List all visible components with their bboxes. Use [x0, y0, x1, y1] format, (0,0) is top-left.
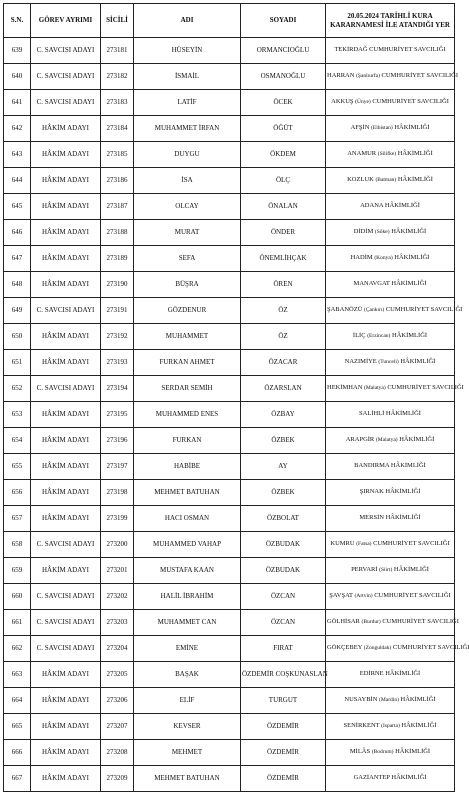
cell-soyadi: ÖLÇ: [241, 168, 326, 194]
cell-sicili: 273200: [101, 532, 134, 558]
header-adi: ADI: [134, 4, 241, 38]
table-row: [4, 90, 455, 116]
cell-soyadi: ÖZDEMİR: [241, 740, 326, 766]
table-row: [4, 610, 455, 636]
cell-soyadi: ORMANCIOĞLU: [241, 38, 326, 64]
table-row: [4, 766, 455, 792]
cell-atandigi-yer: [326, 168, 455, 194]
cell-soyadi: ÖNALAN: [241, 194, 326, 220]
cell-adi: MEHMET BATUHAN: [134, 766, 241, 792]
table-row: [4, 584, 455, 610]
cell-gorev-ayrimi: C. SAVCISI ADAYI: [31, 90, 101, 116]
province-note: (Siirt): [379, 567, 393, 574]
cell-sn: 640: [4, 64, 31, 90]
cell-adi: MUHAMMET: [134, 324, 241, 350]
cell-atandigi-yer: [326, 688, 455, 714]
cell-soyadi: ÖZBEK: [241, 428, 326, 454]
place-name: NUSAYBİN: [344, 696, 378, 704]
place-name: ADANA HÂKİMLİĞİ: [360, 202, 420, 210]
cell-sn: 642: [4, 116, 31, 142]
cell-gorev-ayrimi: HÂKİM ADAYI: [31, 168, 101, 194]
cell-gorev-ayrimi: HÂKİM ADAYI: [31, 766, 101, 792]
province-note: (Ünye): [355, 99, 371, 106]
place-name: AFŞİN: [350, 124, 370, 132]
header-row: [4, 4, 455, 38]
cell-atandigi-yer: [326, 740, 455, 766]
cell-sn: 655: [4, 454, 31, 480]
cell-gorev-ayrimi: HÂKİM ADAYI: [31, 350, 101, 376]
cell-sicili: 273206: [101, 688, 134, 714]
place-name: GÖKÇEBEY: [327, 644, 363, 652]
cell-sicili: 273182: [101, 64, 134, 90]
cell-atandigi-yer: [326, 714, 455, 740]
province-note: (Malatya): [375, 437, 398, 444]
cell-gorev-ayrimi: HÂKİM ADAYI: [31, 142, 101, 168]
cell-soyadi: OSMANOĞLU: [241, 64, 326, 90]
cell-sicili: 273197: [101, 454, 134, 480]
cell-sn: 660: [4, 584, 31, 610]
cell-adi: EMİNE: [134, 636, 241, 662]
cell-gorev-ayrimi: C. SAVCISI ADAYI: [31, 584, 101, 610]
place-name: KOZLUK: [347, 176, 374, 184]
province-note: (Mardin): [379, 697, 399, 704]
cell-soyadi: TURGUT: [241, 688, 326, 714]
table-row: [4, 506, 455, 532]
cell-sicili: 273191: [101, 298, 134, 324]
province-note: (Konya): [374, 255, 393, 262]
cell-gorev-ayrimi: C. SAVCISI ADAYI: [31, 64, 101, 90]
cell-gorev-ayrimi: C. SAVCISI ADAYI: [31, 376, 101, 402]
cell-atandigi-yer: [326, 766, 455, 792]
table-body: [4, 38, 469, 792]
cell-sn: 650: [4, 324, 31, 350]
cell-atandigi-yer: [326, 454, 455, 480]
province-note: (Silifke): [377, 151, 397, 158]
cell-sicili: 273187: [101, 194, 134, 220]
table-row: [4, 688, 455, 714]
office-type: HÂKİMLİĞİ: [397, 176, 433, 184]
cell-atandigi-yer: [326, 662, 455, 688]
place-name: TEKİRDAĞ CUMHURİYET SAVCILIĞI: [334, 46, 446, 54]
table-header: [4, 4, 455, 38]
cell-gorev-ayrimi: C. SAVCISI ADAYI: [31, 610, 101, 636]
office-type: CUMHURİYET SAVCILIĞI: [381, 72, 459, 80]
place-name: NAZIMİYE: [344, 358, 377, 366]
cell-soyadi: ÖNDER: [241, 220, 326, 246]
cell-sn: 641: [4, 90, 31, 116]
table-row: [4, 714, 455, 740]
cell-atandigi-yer: [326, 532, 455, 558]
table-row: [4, 454, 455, 480]
cell-sn: 654: [4, 428, 31, 454]
cell-sicili: 273199: [101, 506, 134, 532]
cell-soyadi: ÖZ: [241, 324, 326, 350]
cell-adi: MUSTAFA KAAN: [134, 558, 241, 584]
cell-gorev-ayrimi: HÂKİM ADAYI: [31, 714, 101, 740]
office-type: HÂKİMLİĞİ: [394, 254, 430, 262]
header-sn: S.N.: [4, 4, 31, 38]
cell-sn: 646: [4, 220, 31, 246]
cell-soyadi: ÖZCAN: [241, 584, 326, 610]
cell-sicili: 273204: [101, 636, 134, 662]
office-type: CUMHURİYET SAVCILIĞI: [374, 592, 451, 600]
cell-sn: 653: [4, 402, 31, 428]
office-type: HÂKİMLİĞİ: [397, 150, 433, 158]
table-row: [4, 558, 455, 584]
table-row: [4, 194, 455, 220]
header-sicili: SİCİLİ: [101, 4, 134, 38]
cell-atandigi-yer: [326, 246, 455, 272]
place-name: KUMRU: [330, 540, 355, 548]
cell-sicili: 273205: [101, 662, 134, 688]
cell-atandigi-yer: [326, 90, 455, 116]
cell-atandigi-yer: [326, 272, 455, 298]
table-row: [4, 272, 455, 298]
cell-adi: HACI OSMAN: [134, 506, 241, 532]
cell-gorev-ayrimi: HÂKİM ADAYI: [31, 324, 101, 350]
cell-sicili: 273196: [101, 428, 134, 454]
office-type: CUMHURİYET SAVCILIĞI: [372, 98, 449, 106]
cell-sicili: 273203: [101, 610, 134, 636]
office-type: HÂKİMLİĞİ: [401, 722, 437, 730]
table-row: [4, 662, 455, 688]
cell-adi: SERDAR SEMİH: [134, 376, 241, 402]
province-note: (Isparta): [381, 723, 400, 730]
cell-adi: SEFA: [134, 246, 241, 272]
province-note: (Çankırı): [364, 307, 385, 314]
cell-sn: 644: [4, 168, 31, 194]
cell-gorev-ayrimi: C. SAVCISI ADAYI: [31, 532, 101, 558]
place-name: BANDIRMA HÂKİMLİĞİ: [354, 462, 426, 470]
cell-sicili: 273207: [101, 714, 134, 740]
table-row: [4, 168, 455, 194]
table-row: [4, 740, 455, 766]
cell-sn: 656: [4, 480, 31, 506]
cell-sicili: 273195: [101, 402, 134, 428]
cell-soyadi: ÖZ: [241, 298, 326, 324]
cell-adi: MUHAMMED ENES: [134, 402, 241, 428]
cell-soyadi: ÖĞÜT: [241, 116, 326, 142]
cell-gorev-ayrimi: HÂKİM ADAYI: [31, 116, 101, 142]
table-row: [4, 38, 455, 64]
cell-atandigi-yer: [326, 610, 459, 636]
province-note: (Tunceli): [378, 359, 399, 366]
cell-atandigi-yer: [326, 38, 455, 64]
cell-sn: 657: [4, 506, 31, 532]
cell-soyadi: ÖZBOLAT: [241, 506, 326, 532]
cell-sicili: 273186: [101, 168, 134, 194]
cell-gorev-ayrimi: HÂKİM ADAYI: [31, 558, 101, 584]
cell-adi: GÖZDENUR: [134, 298, 241, 324]
cell-sicili: 273189: [101, 246, 134, 272]
office-type: CUMHURİYET SAVCILIĞI: [392, 644, 469, 652]
place-name: ARAPGİR: [345, 436, 375, 444]
place-name: DİDİM: [353, 228, 374, 236]
cell-gorev-ayrimi: HÂKİM ADAYI: [31, 688, 101, 714]
office-type: HÂKİMLİĞİ: [392, 332, 428, 340]
province-note: (Artvin): [354, 593, 373, 600]
cell-adi: MURAT: [134, 220, 241, 246]
cell-sicili: 273209: [101, 766, 134, 792]
cell-sn: 645: [4, 194, 31, 220]
office-type: HÂKİMLİĞİ: [400, 358, 436, 366]
cell-adi: HABİBE: [134, 454, 241, 480]
table-row: [4, 428, 455, 454]
province-note: (Fatsa): [356, 541, 372, 548]
cell-gorev-ayrimi: HÂKİM ADAYI: [31, 246, 101, 272]
cell-adi: BAŞAK: [134, 662, 241, 688]
cell-soyadi: ÖZDEMİR: [241, 714, 326, 740]
cell-atandigi-yer: [326, 298, 463, 324]
cell-gorev-ayrimi: HÂKİM ADAYI: [31, 454, 101, 480]
cell-adi: MEHMET: [134, 740, 241, 766]
place-name: ŞAVŞAT: [329, 592, 353, 600]
cell-sicili: 273188: [101, 220, 134, 246]
cell-gorev-ayrimi: C. SAVCISI ADAYI: [31, 636, 101, 662]
appointment-table: [3, 3, 469, 792]
office-type: HÂKİMLİĞİ: [395, 748, 431, 756]
cell-sn: 663: [4, 662, 31, 688]
place-name: MANAVGAT HÂKİMLİĞİ: [353, 280, 427, 288]
office-type: CUMHURİYET SAVCILIĞI: [385, 306, 463, 314]
cell-adi: HALİL İBRAHİM: [134, 584, 241, 610]
cell-sn: 662: [4, 636, 31, 662]
place-name: GAZİANTEP HÂKİMLİĞİ: [353, 774, 427, 782]
cell-soyadi: ÖZBAY: [241, 402, 326, 428]
province-note: (Erzincan): [367, 333, 391, 340]
table-row: [4, 636, 455, 662]
cell-atandigi-yer: [326, 558, 455, 584]
cell-adi: MUHAMMED VAHAP: [134, 532, 241, 558]
office-type: CUMHURİYET SAVCILIĞI: [373, 540, 450, 548]
cell-soyadi: ÖKDEM: [241, 142, 326, 168]
cell-sn: 647: [4, 246, 31, 272]
cell-gorev-ayrimi: HÂKİM ADAYI: [31, 220, 101, 246]
province-note: (Söke): [374, 229, 390, 236]
province-note: (Zonguldak): [363, 645, 392, 652]
cell-soyadi: ÖZBEK: [241, 480, 326, 506]
cell-adi: FURKAN AHMET: [134, 350, 241, 376]
table-row: [4, 116, 455, 142]
cell-atandigi-yer: [326, 402, 455, 428]
cell-sn: 666: [4, 740, 31, 766]
cell-soyadi: ÖZDEMİR: [241, 766, 326, 792]
province-note: (Şanlıurfa): [356, 73, 380, 80]
table-row: [4, 142, 455, 168]
office-type: HÂKİMLİĞİ: [394, 124, 430, 132]
cell-gorev-ayrimi: HÂKİM ADAYI: [31, 428, 101, 454]
cell-gorev-ayrimi: HÂKİM ADAYI: [31, 740, 101, 766]
place-name: SALİHLİ HÂKİMLİĞİ: [359, 410, 421, 418]
cell-soyadi: AY: [241, 454, 326, 480]
cell-sicili: 273208: [101, 740, 134, 766]
cell-adi: OLCAY: [134, 194, 241, 220]
cell-atandigi-yer: [326, 194, 455, 220]
cell-gorev-ayrimi: HÂKİM ADAYI: [31, 272, 101, 298]
cell-adi: DUYGU: [134, 142, 241, 168]
cell-sicili: 273181: [101, 38, 134, 64]
table-row: [4, 64, 455, 90]
table-row: [4, 246, 455, 272]
cell-sicili: 273183: [101, 90, 134, 116]
table-row: [4, 220, 455, 246]
cell-adi: İSMAİL: [134, 64, 241, 90]
cell-sn: 658: [4, 532, 31, 558]
office-type: CUMHURİYET SAVCILIĞI: [387, 384, 464, 392]
cell-gorev-ayrimi: HÂKİM ADAYI: [31, 480, 101, 506]
cell-atandigi-yer: [326, 376, 464, 402]
cell-gorev-ayrimi: HÂKİM ADAYI: [31, 402, 101, 428]
cell-sicili: 273194: [101, 376, 134, 402]
cell-soyadi: ÖZCAN: [241, 610, 326, 636]
province-note: (Elbistan): [371, 125, 393, 132]
cell-sicili: 273184: [101, 116, 134, 142]
cell-sn: 664: [4, 688, 31, 714]
cell-atandigi-yer: [326, 324, 455, 350]
header-gorev-ayrimi: GÖREV AYRIMI: [31, 4, 101, 38]
cell-atandigi-yer: [326, 116, 455, 142]
cell-adi: MUHAMMET CAN: [134, 610, 241, 636]
place-name: PERVARİ: [351, 566, 378, 574]
place-name: MİLÂS: [349, 748, 371, 756]
office-type: HÂKİMLİĞİ: [399, 436, 435, 444]
cell-adi: LATİF: [134, 90, 241, 116]
cell-adi: FURKAN: [134, 428, 241, 454]
cell-gorev-ayrimi: HÂKİM ADAYI: [31, 506, 101, 532]
cell-sn: 651: [4, 350, 31, 376]
cell-atandigi-yer: [326, 220, 455, 246]
place-name: HEKİMHAN: [327, 384, 363, 392]
cell-sn: 652: [4, 376, 31, 402]
cell-sn: 639: [4, 38, 31, 64]
cell-sn: 648: [4, 272, 31, 298]
cell-soyadi: ÖZDEMİR COŞKUNASLAN: [241, 662, 326, 688]
cell-soyadi: ÖNEMLİHÇAK: [241, 246, 326, 272]
cell-gorev-ayrimi: HÂKİM ADAYI: [31, 194, 101, 220]
office-type: CUMHURİYET SAVCILIĞI: [382, 618, 459, 626]
cell-sicili: 273193: [101, 350, 134, 376]
place-name: HARRAN: [327, 72, 355, 80]
place-name: SENİRKENT: [343, 722, 380, 730]
cell-atandigi-yer: [326, 64, 459, 90]
cell-atandigi-yer: [326, 506, 455, 532]
cell-atandigi-yer: [326, 350, 455, 376]
office-type: HÂKİMLİĞİ: [400, 696, 436, 704]
cell-atandigi-yer: [326, 428, 455, 454]
cell-soyadi: ÖZBUDAK: [241, 558, 326, 584]
province-note: (Batman): [375, 177, 397, 184]
cell-sn: 665: [4, 714, 31, 740]
cell-soyadi: FIRAT: [241, 636, 326, 662]
province-note: (Malatya): [364, 385, 386, 392]
cell-sicili: 273190: [101, 272, 134, 298]
cell-soyadi: ÖZARSLAN: [241, 376, 326, 402]
cell-sicili: 273201: [101, 558, 134, 584]
cell-adi: HÜSEYİN: [134, 38, 241, 64]
cell-soyadi: ÖREN: [241, 272, 326, 298]
cell-sn: 649: [4, 298, 31, 324]
cell-sn: 659: [4, 558, 31, 584]
header-atandigi-yer: 20.05.2024 TARİHLİ KURA KARARNAMESİ İLE ATANDIĞI YER: [326, 4, 455, 38]
table-row: [4, 376, 455, 402]
place-name: EDİRNE HÂKİMLİĞİ: [359, 670, 421, 678]
cell-sicili: 273198: [101, 480, 134, 506]
cell-soyadi: ÖZACAR: [241, 350, 326, 376]
province-note: (Burdur): [361, 619, 381, 626]
cell-gorev-ayrimi: C. SAVCISI ADAYI: [31, 298, 101, 324]
cell-adi: MEHMET BATUHAN: [134, 480, 241, 506]
cell-adi: MUHAMMET İRFAN: [134, 116, 241, 142]
cell-adi: ELİF: [134, 688, 241, 714]
cell-sn: 667: [4, 766, 31, 792]
place-name: GÖLHİSAR: [327, 618, 360, 626]
place-name: MERSİN HÂKİMLİĞİ: [359, 514, 421, 522]
cell-gorev-ayrimi: C. SAVCISI ADAYI: [31, 38, 101, 64]
cell-adi: İSA: [134, 168, 241, 194]
cell-sicili: 273185: [101, 142, 134, 168]
table-row: [4, 480, 455, 506]
header-soyadi: SOYADI: [241, 4, 326, 38]
table-row: [4, 532, 455, 558]
cell-sicili: 273192: [101, 324, 134, 350]
cell-atandigi-yer: [326, 480, 455, 506]
table-row: [4, 324, 455, 350]
office-type: HÂKİMLİĞİ: [391, 228, 427, 236]
cell-sicili: 273202: [101, 584, 134, 610]
place-name: ANAMUR: [347, 150, 377, 158]
table-row: [4, 350, 455, 376]
place-name: İLİÇ: [352, 332, 366, 340]
table-row: [4, 298, 455, 324]
place-name: AKKUŞ: [331, 98, 354, 106]
province-note: (Bodrum): [371, 749, 394, 756]
cell-adi: KEVSER: [134, 714, 241, 740]
cell-sn: 661: [4, 610, 31, 636]
office-type: HÂKİMLİĞİ: [393, 566, 429, 574]
cell-sn: 643: [4, 142, 31, 168]
cell-soyadi: ÖCEK: [241, 90, 326, 116]
place-name: HADİM: [350, 254, 373, 262]
cell-atandigi-yer: [326, 142, 455, 168]
place-name: ŞIRNAK HÂKİMLİĞİ: [359, 488, 421, 496]
cell-soyadi: ÖZBUDAK: [241, 532, 326, 558]
cell-adi: BÜŞRA: [134, 272, 241, 298]
cell-atandigi-yer: [326, 636, 469, 662]
cell-atandigi-yer: [326, 584, 455, 610]
cell-gorev-ayrimi: HÂKİM ADAYI: [31, 662, 101, 688]
table-row: [4, 402, 455, 428]
place-name: ŞABANÖZÜ: [327, 306, 363, 314]
